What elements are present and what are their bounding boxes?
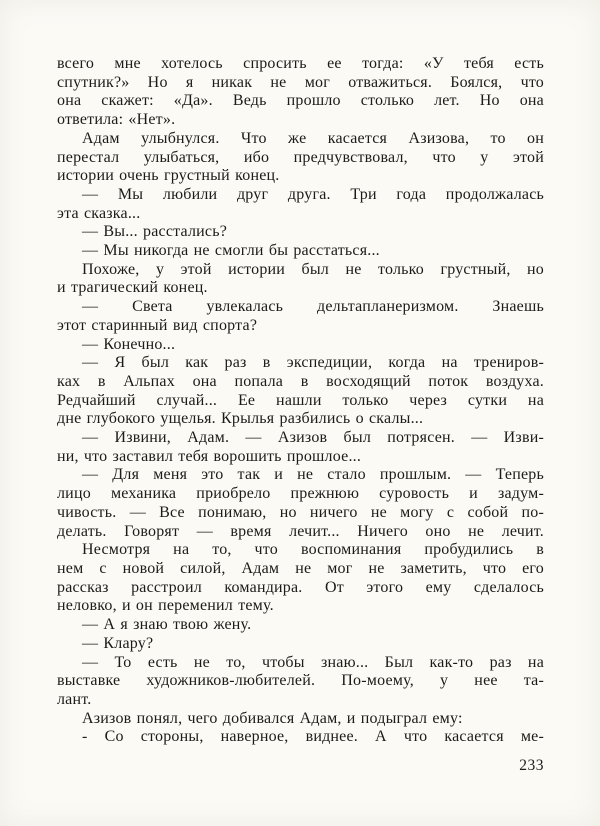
text-line: истории очень грустный конец. (57, 167, 280, 185)
text-line: — Конечно... (82, 335, 176, 353)
text-line: — Мы любили друг друга. Три года продолжалась (82, 185, 544, 203)
text-line: — Я был как раз в экспедиции, когда на трениров- (82, 354, 544, 372)
text-line: нем с новой силой, Адам не мог не заметить, что его (57, 559, 544, 577)
text-line: спутник?» Но я никак не мог отважиться. Боялся, что (57, 73, 544, 91)
text-line: всего мне хотелось спросить ее тогда: «У тебя есть (57, 55, 544, 72)
text-block (57, 55, 544, 747)
text-line: лицо механика приобрело прежнюю суровость и задум- (57, 485, 544, 503)
text-line: — А я знаю твою жену. (82, 616, 252, 634)
text-line: — Извини, Адам. — Азизов был потрясен. — Изви- (82, 429, 544, 447)
text-line: — То есть не то, чтобы знаю... Был как-то раз на (82, 653, 544, 671)
text-line: Несмотря на то, что воспоминания пробудились в (82, 541, 544, 559)
text-line: — Мы никогда не смогли бы расстаться... (82, 242, 380, 260)
text-line: дне глубокого ущелья. Крылья разбились о скалы... (57, 410, 424, 428)
text-line: неловко, и он переменил тему. (57, 597, 274, 615)
text-line: выставке художников-любителей. По-моему, у нее та- (57, 672, 544, 690)
page-number: 233 (519, 757, 544, 774)
text-line: - Со стороны, наверное, виднее. А что касается ме- (82, 728, 544, 746)
text-line: Адам улыбнулся. Что же касается Азизова, то он (82, 129, 544, 147)
text-line: она скажет: «Да». Ведь прошло столько лет. Но она (57, 92, 544, 110)
text-line: рассказ расстроил командира. От этого ему сделалось (57, 578, 544, 596)
text-line: — Клару? (82, 634, 154, 652)
text-line: и трагический конец. (57, 279, 208, 297)
text-line: чивость. — Все понимаю, но ничего не могу с собой по- (57, 503, 544, 521)
text-line: Редчайший случай... Ее нашли только через сутки на (57, 391, 544, 409)
text-line: этот старинный вид спорта? (57, 316, 258, 334)
text-line: перестал улыбаться, ибо предчувствовал, что у этой (57, 148, 544, 166)
text-line: эта сказка... (57, 204, 141, 222)
text-line: Похоже, у этой истории был не только грустный, но (82, 260, 544, 278)
text-line: — Вы... расстались? (82, 223, 228, 241)
text-line: ответила: «Нет». (57, 111, 176, 129)
text-line: — Света увлекалась дельтапланеризмом. Знаешь (82, 298, 544, 316)
text-line: ках в Альпах она попала в восходящий поток воздуха. (57, 372, 544, 390)
text-line: — Для меня это так и не стало прошлым. — Теперь (82, 466, 544, 484)
text-line: ни, что заставил тебя ворошить прошлое... (57, 447, 362, 465)
text-line: делать. Говорят — время лечит... Ничего оно не лечит. (57, 522, 544, 540)
text-line: лант. (57, 690, 92, 708)
text-line: Азизов понял, чего добивался Адам, и подыграл ему: (82, 709, 463, 727)
